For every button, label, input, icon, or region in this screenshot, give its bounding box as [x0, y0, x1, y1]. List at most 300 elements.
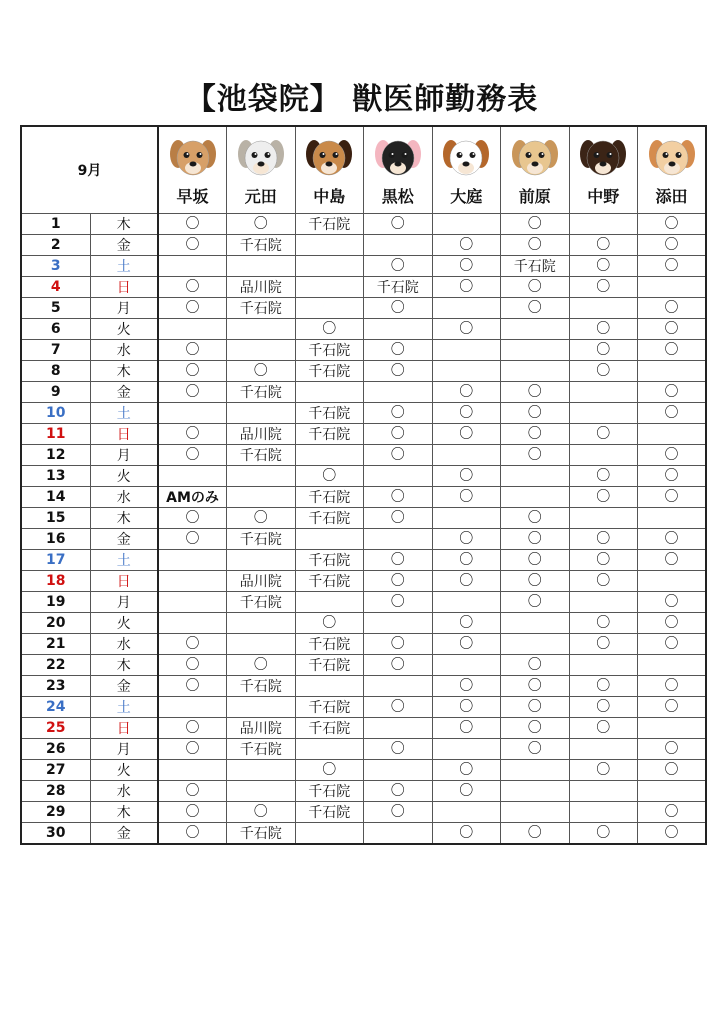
weekday-cell: 月	[90, 297, 158, 318]
on-duty-mark: 〇	[501, 675, 570, 696]
on-duty-mark: 〇	[638, 696, 707, 717]
empty-cell	[501, 759, 570, 780]
table-row	[21, 696, 706, 717]
empty-cell	[432, 213, 501, 234]
date-cell: 22	[21, 654, 90, 675]
date-cell: 17	[21, 549, 90, 570]
on-duty-mark: 〇	[638, 402, 707, 423]
branch-note: 千石院	[364, 276, 433, 297]
branch-note: 千石院	[295, 549, 364, 570]
table-row	[21, 276, 706, 297]
table-row	[21, 822, 706, 844]
on-duty-mark: 〇	[569, 318, 638, 339]
on-duty-mark: 〇	[364, 213, 433, 234]
empty-cell	[295, 675, 364, 696]
empty-cell	[432, 507, 501, 528]
on-duty-mark: 〇	[364, 297, 433, 318]
date-cell: 19	[21, 591, 90, 612]
empty-cell	[158, 570, 227, 591]
empty-cell	[295, 381, 364, 402]
date-cell: 25	[21, 717, 90, 738]
branch-note: 千石院	[295, 360, 364, 381]
table-row	[21, 255, 706, 276]
branch-note: 千石院	[227, 381, 296, 402]
empty-cell	[432, 654, 501, 675]
on-duty-mark: 〇	[569, 528, 638, 549]
empty-cell	[227, 318, 296, 339]
empty-cell	[364, 759, 433, 780]
on-duty-mark: 〇	[295, 759, 364, 780]
on-duty-mark: 〇	[432, 234, 501, 255]
empty-cell	[569, 591, 638, 612]
empty-cell	[638, 780, 707, 801]
on-duty-mark: 〇	[432, 759, 501, 780]
doctor-header-7	[569, 126, 638, 213]
branch-note: 千石院	[227, 675, 296, 696]
on-duty-mark: 〇	[569, 612, 638, 633]
empty-cell	[295, 276, 364, 297]
empty-cell	[501, 633, 570, 654]
empty-cell	[158, 696, 227, 717]
on-duty-mark: 〇	[569, 675, 638, 696]
on-duty-mark: 〇	[432, 276, 501, 297]
empty-cell	[227, 549, 296, 570]
empty-cell	[364, 318, 433, 339]
weekday-cell: 木	[90, 213, 158, 234]
on-duty-mark: 〇	[501, 696, 570, 717]
doctor-name: 黒松	[381, 187, 414, 207]
empty-cell	[432, 360, 501, 381]
empty-cell	[569, 780, 638, 801]
on-duty-mark: 〇	[501, 570, 570, 591]
on-duty-mark: 〇	[638, 255, 707, 276]
branch-note: 千石院	[227, 822, 296, 844]
weekday-cell: 金	[90, 381, 158, 402]
table-row	[21, 717, 706, 738]
branch-note: 品川院	[227, 717, 296, 738]
table-row	[21, 360, 706, 381]
on-duty-mark: 〇	[432, 612, 501, 633]
date-cell: 27	[21, 759, 90, 780]
empty-cell	[158, 612, 227, 633]
empty-cell	[364, 465, 433, 486]
weekday-cell: 水	[90, 339, 158, 360]
empty-cell	[501, 486, 570, 507]
empty-cell	[364, 675, 433, 696]
on-duty-mark: 〇	[501, 822, 570, 844]
on-duty-mark: 〇	[501, 549, 570, 570]
on-duty-mark: 〇	[158, 675, 227, 696]
on-duty-mark: 〇	[227, 507, 296, 528]
on-duty-mark: 〇	[432, 570, 501, 591]
on-duty-mark: 〇	[638, 213, 707, 234]
empty-cell	[501, 339, 570, 360]
on-duty-mark: 〇	[158, 423, 227, 444]
on-duty-mark: 〇	[638, 339, 707, 360]
date-cell: 24	[21, 696, 90, 717]
table-row	[21, 780, 706, 801]
on-duty-mark: 〇	[432, 255, 501, 276]
on-duty-mark: 〇	[432, 633, 501, 654]
on-duty-mark: 〇	[158, 234, 227, 255]
branch-note: 千石院	[501, 255, 570, 276]
doctor-name: 大庭	[450, 187, 483, 207]
on-duty-mark: 〇	[638, 759, 707, 780]
french-bulldog-icon	[373, 132, 423, 182]
date-cell: 30	[21, 822, 90, 844]
on-duty-mark: 〇	[501, 591, 570, 612]
header-row	[21, 126, 706, 213]
on-duty-mark: 〇	[432, 717, 501, 738]
table-row	[21, 801, 706, 822]
on-duty-mark: 〇	[364, 549, 433, 570]
on-duty-mark: 〇	[364, 444, 433, 465]
on-duty-mark: 〇	[158, 339, 227, 360]
on-duty-mark: 〇	[638, 381, 707, 402]
on-duty-mark: 〇	[638, 297, 707, 318]
empty-cell	[227, 465, 296, 486]
weekday-cell: 水	[90, 486, 158, 507]
on-duty-mark: 〇	[569, 423, 638, 444]
date-cell: 3	[21, 255, 90, 276]
empty-cell	[638, 507, 707, 528]
empty-cell	[501, 801, 570, 822]
empty-cell	[158, 759, 227, 780]
page-title: 【池袋院】 獣医師勤務表	[185, 82, 539, 117]
date-cell: 4	[21, 276, 90, 297]
date-cell: 28	[21, 780, 90, 801]
empty-cell	[158, 402, 227, 423]
on-duty-mark: 〇	[364, 654, 433, 675]
on-duty-mark: 〇	[432, 423, 501, 444]
weekday-cell: 火	[90, 465, 158, 486]
branch-note: 千石院	[227, 591, 296, 612]
on-duty-mark: 〇	[432, 465, 501, 486]
table-row	[21, 402, 706, 423]
on-duty-mark: 〇	[432, 528, 501, 549]
table-row	[21, 486, 706, 507]
branch-note: 千石院	[295, 507, 364, 528]
empty-cell	[569, 213, 638, 234]
on-duty-mark: 〇	[501, 654, 570, 675]
branch-note: 千石院	[295, 633, 364, 654]
on-duty-mark: 〇	[638, 633, 707, 654]
on-duty-mark: 〇	[364, 402, 433, 423]
weekday-cell: 木	[90, 507, 158, 528]
branch-note: 品川院	[227, 423, 296, 444]
doctor-name: 中島	[313, 187, 346, 207]
empty-cell	[364, 717, 433, 738]
shiba-icon	[647, 132, 697, 182]
on-duty-mark: 〇	[432, 780, 501, 801]
doctor-header-8	[638, 126, 707, 213]
empty-cell	[227, 759, 296, 780]
doctor-header-5	[432, 126, 501, 213]
on-duty-mark: 〇	[569, 465, 638, 486]
empty-cell	[158, 549, 227, 570]
empty-cell	[227, 255, 296, 276]
empty-cell	[295, 297, 364, 318]
on-duty-mark: 〇	[295, 465, 364, 486]
branch-note: 千石院	[227, 444, 296, 465]
weekday-cell: 火	[90, 318, 158, 339]
on-duty-mark: 〇	[432, 486, 501, 507]
table-row	[21, 444, 706, 465]
table-row	[21, 759, 706, 780]
on-duty-mark: 〇	[638, 612, 707, 633]
empty-cell	[638, 360, 707, 381]
on-duty-mark: 〇	[158, 444, 227, 465]
empty-cell	[295, 444, 364, 465]
empty-cell	[432, 738, 501, 759]
on-duty-mark: 〇	[569, 339, 638, 360]
empty-cell	[295, 528, 364, 549]
on-duty-mark: 〇	[501, 738, 570, 759]
on-duty-mark: 〇	[158, 297, 227, 318]
on-duty-mark: 〇	[638, 465, 707, 486]
on-duty-mark: 〇	[569, 633, 638, 654]
empty-cell	[432, 444, 501, 465]
date-cell: 12	[21, 444, 90, 465]
on-duty-mark: 〇	[158, 822, 227, 844]
weekday-cell: 日	[90, 276, 158, 297]
empty-cell	[295, 591, 364, 612]
date-cell: 2	[21, 234, 90, 255]
doctor-header-4	[364, 126, 433, 213]
empty-cell	[638, 423, 707, 444]
doctor-name: 元田	[244, 187, 277, 207]
on-duty-mark: 〇	[569, 276, 638, 297]
date-cell: 9	[21, 381, 90, 402]
empty-cell	[227, 486, 296, 507]
weekday-cell: 日	[90, 570, 158, 591]
empty-cell	[364, 822, 433, 844]
branch-note: 千石院	[295, 402, 364, 423]
on-duty-mark: 〇	[364, 255, 433, 276]
empty-cell	[432, 339, 501, 360]
weekday-cell: 木	[90, 654, 158, 675]
on-duty-mark: 〇	[501, 402, 570, 423]
empty-cell	[569, 297, 638, 318]
branch-note: 千石院	[295, 423, 364, 444]
empty-cell	[501, 318, 570, 339]
empty-cell	[227, 612, 296, 633]
on-duty-mark: 〇	[569, 549, 638, 570]
table-row	[21, 423, 706, 444]
on-duty-mark: 〇	[501, 234, 570, 255]
am-only-note: AMのみ	[158, 486, 227, 507]
empty-cell	[569, 381, 638, 402]
empty-cell	[569, 654, 638, 675]
on-duty-mark: 〇	[501, 381, 570, 402]
date-cell: 18	[21, 570, 90, 591]
table-row	[21, 381, 706, 402]
on-duty-mark: 〇	[295, 318, 364, 339]
empty-cell	[638, 654, 707, 675]
weekday-cell: 金	[90, 528, 158, 549]
branch-note: 千石院	[227, 738, 296, 759]
on-duty-mark: 〇	[569, 486, 638, 507]
on-duty-mark: 〇	[364, 738, 433, 759]
weekday-cell: 金	[90, 822, 158, 844]
weekday-cell: 月	[90, 444, 158, 465]
on-duty-mark: 〇	[432, 675, 501, 696]
on-duty-mark: 〇	[432, 822, 501, 844]
empty-cell	[501, 465, 570, 486]
empty-cell	[638, 717, 707, 738]
on-duty-mark: 〇	[569, 717, 638, 738]
table-row	[21, 633, 706, 654]
weekday-cell: 月	[90, 738, 158, 759]
table-row	[21, 528, 706, 549]
on-duty-mark: 〇	[158, 801, 227, 822]
empty-cell	[227, 339, 296, 360]
branch-note: 千石院	[295, 696, 364, 717]
empty-cell	[295, 234, 364, 255]
weekday-cell: 水	[90, 633, 158, 654]
on-duty-mark: 〇	[638, 675, 707, 696]
date-cell: 7	[21, 339, 90, 360]
table-row	[21, 465, 706, 486]
weekday-cell: 木	[90, 360, 158, 381]
empty-cell	[295, 822, 364, 844]
empty-cell	[158, 591, 227, 612]
on-duty-mark: 〇	[501, 507, 570, 528]
doctor-header-6	[501, 126, 570, 213]
empty-cell	[158, 318, 227, 339]
date-cell: 16	[21, 528, 90, 549]
on-duty-mark: 〇	[364, 801, 433, 822]
doctor-name: 前原	[518, 187, 551, 207]
on-duty-mark: 〇	[364, 486, 433, 507]
branch-note: 千石院	[227, 234, 296, 255]
empty-cell	[432, 297, 501, 318]
empty-cell	[569, 801, 638, 822]
weekday-cell: 土	[90, 696, 158, 717]
table-row	[21, 675, 706, 696]
on-duty-mark: 〇	[158, 717, 227, 738]
date-cell: 15	[21, 507, 90, 528]
on-duty-mark: 〇	[501, 444, 570, 465]
table-row	[21, 297, 706, 318]
on-duty-mark: 〇	[364, 633, 433, 654]
doctor-header-3	[295, 126, 364, 213]
yorkie-icon	[510, 132, 560, 182]
on-duty-mark: 〇	[501, 213, 570, 234]
on-duty-mark: 〇	[569, 822, 638, 844]
empty-cell	[295, 255, 364, 276]
on-duty-mark: 〇	[638, 318, 707, 339]
month-label: 9月	[21, 126, 158, 213]
schedule-table	[20, 125, 707, 845]
on-duty-mark: 〇	[638, 738, 707, 759]
date-cell: 5	[21, 297, 90, 318]
on-duty-mark: 〇	[364, 780, 433, 801]
weekday-cell: 日	[90, 423, 158, 444]
on-duty-mark: 〇	[364, 339, 433, 360]
on-duty-mark: 〇	[364, 423, 433, 444]
branch-note: 品川院	[227, 570, 296, 591]
on-duty-mark: 〇	[227, 360, 296, 381]
weekday-cell: 土	[90, 402, 158, 423]
branch-note: 千石院	[295, 801, 364, 822]
dachshund-tan-icon	[168, 132, 218, 182]
empty-cell	[569, 444, 638, 465]
table-row	[21, 339, 706, 360]
empty-cell	[569, 738, 638, 759]
empty-cell	[227, 696, 296, 717]
on-duty-mark: 〇	[638, 444, 707, 465]
date-cell: 20	[21, 612, 90, 633]
empty-cell	[295, 738, 364, 759]
on-duty-mark: 〇	[501, 276, 570, 297]
empty-cell	[638, 570, 707, 591]
on-duty-mark: 〇	[432, 696, 501, 717]
branch-note: 千石院	[227, 297, 296, 318]
date-cell: 6	[21, 318, 90, 339]
empty-cell	[432, 591, 501, 612]
on-duty-mark: 〇	[432, 318, 501, 339]
on-duty-mark: 〇	[638, 822, 707, 844]
branch-note: 千石院	[227, 528, 296, 549]
branch-note: 千石院	[295, 339, 364, 360]
weekday-cell: 月	[90, 591, 158, 612]
weekday-cell: 火	[90, 759, 158, 780]
empty-cell	[501, 360, 570, 381]
empty-cell	[227, 633, 296, 654]
on-duty-mark: 〇	[432, 402, 501, 423]
shih-tzu-icon	[236, 132, 286, 182]
table-row	[21, 654, 706, 675]
branch-note: 千石院	[295, 717, 364, 738]
on-duty-mark: 〇	[569, 570, 638, 591]
table-row	[21, 738, 706, 759]
weekday-cell: 水	[90, 780, 158, 801]
on-duty-mark: 〇	[227, 213, 296, 234]
on-duty-mark: 〇	[569, 234, 638, 255]
date-cell: 11	[21, 423, 90, 444]
on-duty-mark: 〇	[158, 360, 227, 381]
doctor-name: 添田	[655, 187, 688, 207]
on-duty-mark: 〇	[638, 591, 707, 612]
date-cell: 21	[21, 633, 90, 654]
table-row	[21, 507, 706, 528]
empty-cell	[569, 402, 638, 423]
dachshund-dark-icon	[304, 132, 354, 182]
chihuahua-icon	[578, 132, 628, 182]
on-duty-mark: 〇	[569, 759, 638, 780]
on-duty-mark: 〇	[638, 234, 707, 255]
empty-cell	[227, 780, 296, 801]
on-duty-mark: 〇	[638, 549, 707, 570]
on-duty-mark: 〇	[501, 528, 570, 549]
jack-russell-icon	[441, 132, 491, 182]
empty-cell	[364, 381, 433, 402]
weekday-cell: 日	[90, 717, 158, 738]
branch-note: 千石院	[295, 780, 364, 801]
date-cell: 10	[21, 402, 90, 423]
branch-note: 千石院	[295, 570, 364, 591]
empty-cell	[638, 276, 707, 297]
on-duty-mark: 〇	[501, 423, 570, 444]
doctor-name: 中野	[587, 187, 620, 207]
weekday-cell: 木	[90, 801, 158, 822]
date-cell: 26	[21, 738, 90, 759]
on-duty-mark: 〇	[158, 654, 227, 675]
on-duty-mark: 〇	[227, 801, 296, 822]
on-duty-mark: 〇	[569, 255, 638, 276]
on-duty-mark: 〇	[364, 360, 433, 381]
